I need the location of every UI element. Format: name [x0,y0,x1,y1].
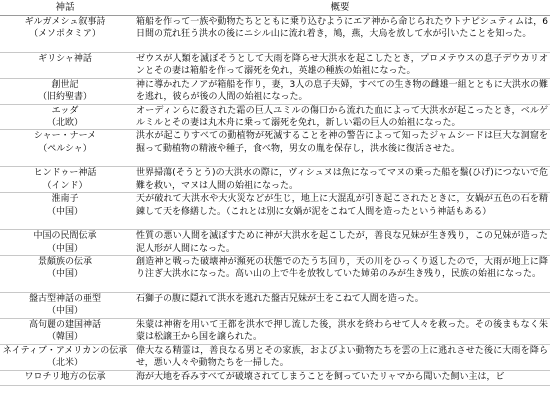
myth-cell [0,104,130,130]
summary-cell: 朱蒙は神術を用いて王都を洪水で押し流した後，洪水を終わらせて人々を救った。その後まもなく朱蒙は松譲王から国を譲られた。 [130,318,550,344]
myth-region: （旧約聖書） [37,92,92,103]
myth-name: エッダ [51,105,79,116]
myth-cell [0,53,130,79]
table-row [0,53,550,79]
summary-cell: 偉大なる精霊は，善良なる男とその家族，およびよい動物たちを雲の上に逃れさせた後に大雨を降らせ，悪い人々や動物たちを一掃した。 [130,344,550,370]
myth-name: 高句麗の建国神話 [28,319,101,330]
myth-name: ギルガメシュ叙事詩 [24,17,106,27]
myth-region: （ペルシャ） [38,143,92,154]
table-row [0,130,550,167]
summary-column-header: 概要 [130,0,550,16]
myth-region: （北米） [46,358,83,369]
myth-region: （中国） [46,306,83,317]
myth-cell [0,370,130,385]
myth-region: （インド） [42,180,88,191]
table-row [0,167,550,193]
summary-cell: 天が破れて大洪水や大火災などが生じ，地上に大混乱が引き起こされたときに，女媧が五色の石を精錬して天を修繕した。（これとは別に女媧が泥をこねて人間を造ったという神話もある） [130,193,550,230]
table-row [0,230,550,256]
myth-cell [0,16,130,53]
table-row [0,193,550,230]
myth-region: （中国） [46,243,83,254]
myth-region: （北欧） [46,118,83,129]
myth-name: ギリシャ神話 [38,54,92,64]
table-body [0,16,550,386]
table-row [0,293,550,319]
table-row [0,104,550,130]
summary-cell: 洪水が起こりすべての動植物が死滅することを神の警告によって知ったジャムシードは巨大な洞窟を掘って動植物の精液や種子，食べ物，男女の胤を保存し，洪水後に復活させた。 [130,130,550,167]
myth-cell [0,193,130,230]
myth-name: シャー・ナーメ [33,131,97,142]
table-header-row [0,0,550,16]
myth-name: 景頗族の伝承 [37,257,92,268]
myth-cell [0,256,130,293]
myth-cell [0,318,130,344]
myth-cell [0,344,130,370]
myth-name: ネイティブ・アメリカンの伝承 [2,345,128,356]
myth-column-header: 神話 [0,0,130,16]
summary-cell: 創造神と戦った破壊神が瀕死の状態でのたうち回り，天の川をひっくり返したので，大雨が地上に降り注ぎ大洪水になった。高い山の上で牛を放牧していた姉弟のみが生き残り，民族の始祖になった。 [130,256,550,293]
myth-name: ワロチリ地方の伝承 [24,371,106,382]
myth-name: 創世記 [51,79,79,90]
myth-region: （中国） [46,269,83,280]
summary-cell: 石獅子の腹に隠れて洪水を逃れた盤古兄妹が土をこねて人間を造った。 [130,293,550,319]
myth-name: 盤古型神話の亜型 [28,294,101,305]
table-row [0,344,550,370]
myth-region: （メソポタミア） [29,29,101,40]
myth-cell [0,293,130,319]
myth-region: （中国） [46,206,83,217]
table-row [0,318,550,344]
summary-cell: 神に導かれたノアが箱船を作り，妻，3人の息子夫婦，すべての生き物の雌雄一組とともに大洪水の難を逃れ，彼らが後の人間の始祖になった。 [130,78,550,104]
summary-cell: 性質の悪い人間を滅ぼすために神が大洪水を起こしたが，善良な兄妹が生き残り，この兄妹が造った泥人形が人間になった。 [130,230,550,256]
table-row [0,256,550,293]
myth-cell [0,167,130,193]
myth-cell [0,130,130,167]
myth-name: ヒンドゥー神話 [33,168,97,179]
table-row [0,16,550,53]
myth-name: 中国の民間伝承 [33,231,97,242]
summary-cell: 海が大地を呑みすべてが破壊されてしまうことを飼っていたリャマから聞いた飼い主は，ビ [130,370,550,385]
myth-name: 淮南子 [51,194,79,205]
myth-region: （韓国） [46,332,83,343]
summary-cell: オーディンらに殺された霜の巨人ユミルの傷口から流れた血によって大洪水が起こったとき，ベルゲルミルとその妻は丸木舟に乗って溺死を免れ，新しい霜の巨人の始祖になった。 [130,104,550,130]
table-row [0,78,550,104]
summary-cell: 箱船を作って一族や動物たちとともに乗り込むようにエア神から命じられたウトナピシュティムは，6日間の荒れ狂う洪水の後にニシル山に流れ着き，鳩，燕，大烏を放して水が引いたことを知った。 [130,16,550,53]
summary-cell: ゼウスが人類を滅ぼそうとして大雨を降らせ大洪水を起こしたとき，プロメテウスの息子デウカリオンとその妻は箱船を作って溺死を免れ，英雄の種族の始祖になった。 [130,53,550,79]
myth-cell [0,230,130,256]
table-row [0,370,550,385]
summary-cell: 世界掃蕩(そうとう)の大洪水の際に，ヴィシュヌは魚になってマヌの乗った船を鬚(ひげ)につないで危難を救い，マヌは人間の始祖になった。 [130,167,550,193]
myth-cell [0,78,130,104]
